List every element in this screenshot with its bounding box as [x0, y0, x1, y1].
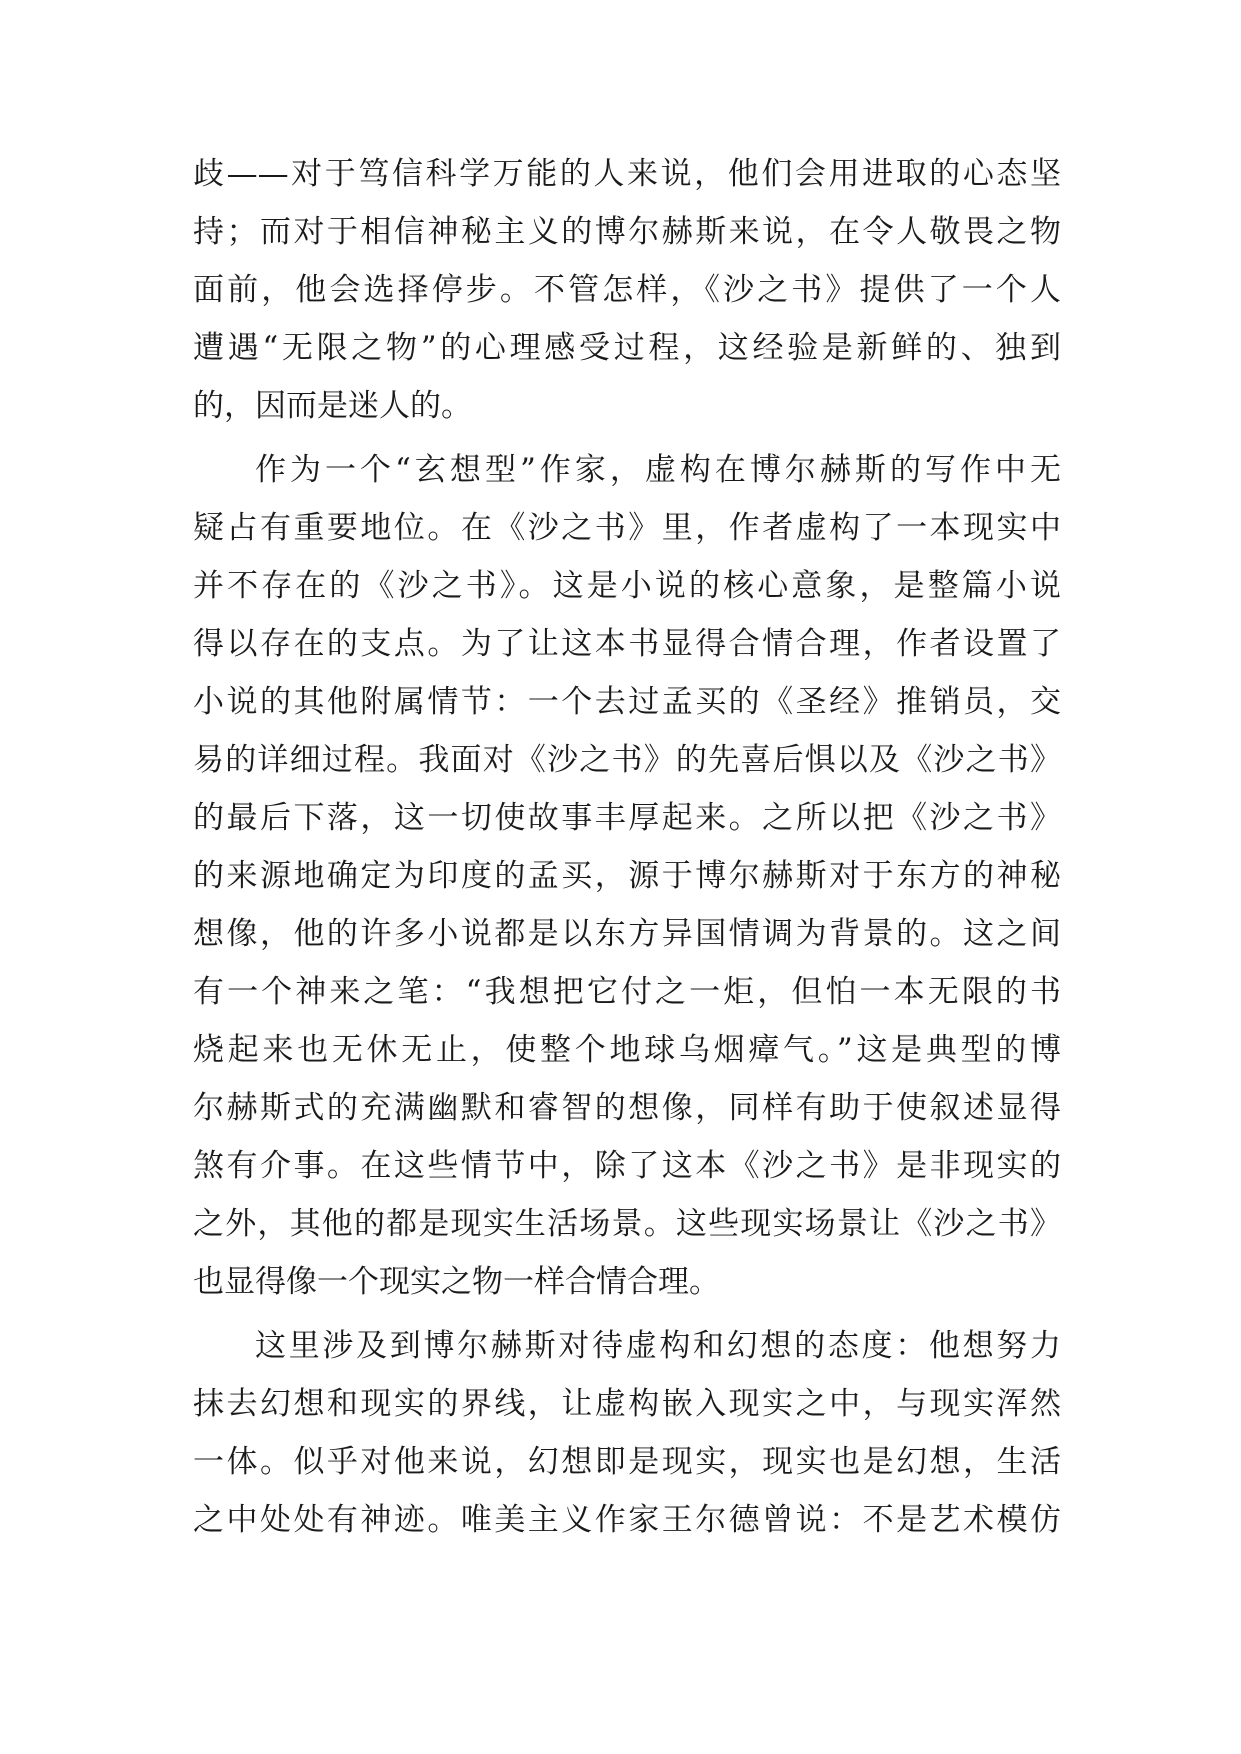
text-line: 的，因而是迷人的。 — [193, 388, 472, 424]
text-line: 有一个神来之笔：“我想把它付之一炬，但怕一本无限的书 — [193, 974, 1061, 1010]
text-line: 之外，其他的都是现实生活场景。这些现实场景让《沙之书》 — [193, 1206, 1061, 1242]
text-line: 得以存在的支点。为了让这本书显得合情合理，作者设置了 — [193, 626, 1061, 662]
text-line: 小说的其他附属情节：一个去过孟买的《圣经》推销员，交 — [193, 684, 1061, 720]
text-line: 作为一个“玄想型”作家，虚构在博尔赫斯的写作中无 — [255, 452, 1061, 488]
text-line: 疑占有重要地位。在《沙之书》里，作者虚构了一本现实中 — [193, 510, 1061, 546]
text-line: 遭遇“无限之物”的心理感受过程，这经验是新鲜的、独到 — [193, 330, 1061, 366]
text-line: 之中处处有神迹。唯美主义作家王尔德曾说：不是艺术模仿 — [193, 1502, 1061, 1538]
text-line: 尔赫斯式的充满幽默和睿智的想像，同样有助于使叙述显得 — [193, 1090, 1061, 1126]
text-line: 面前，他会选择停步。不管怎样，《沙之书》提供了一个人 — [193, 272, 1061, 308]
text-line: 歧——对于笃信科学万能的人来说，他们会用进取的心态坚 — [193, 156, 1061, 192]
text-line: 的来源地确定为印度的孟买，源于博尔赫斯对于东方的神秘 — [193, 858, 1061, 894]
text-line: 这里涉及到博尔赫斯对待虚构和幻想的态度：他想努力 — [255, 1328, 1061, 1364]
text-line: 的最后下落，这一切使故事丰厚起来。之所以把《沙之书》 — [193, 800, 1061, 836]
body-text — [193, 145, 1061, 1549]
text-line: 一体。似乎对他来说，幻想即是现实，现实也是幻想，生活 — [193, 1444, 1061, 1480]
text-line: 煞有介事。在这些情节中，除了这本《沙之书》是非现实的 — [193, 1148, 1061, 1184]
text-line: 想像，他的许多小说都是以东方异国情调为背景的。这之间 — [193, 916, 1061, 952]
text-line: 易的详细过程。我面对《沙之书》的先喜后惧以及《沙之书》 — [193, 742, 1061, 778]
text-line: 烧起来也无休无止，使整个地球乌烟瘴气。”这是典型的博 — [193, 1032, 1061, 1068]
text-line: 也显得像一个现实之物一样合情合理。 — [193, 1264, 720, 1300]
text-line: 抹去幻想和现实的界线，让虚构嵌入现实之中，与现实浑然 — [193, 1386, 1061, 1422]
text-line: 持；而对于相信神秘主义的博尔赫斯来说，在令人敬畏之物 — [193, 214, 1061, 250]
text-line: 并不存在的《沙之书》。这是小说的核心意象，是整篇小说 — [193, 568, 1061, 604]
